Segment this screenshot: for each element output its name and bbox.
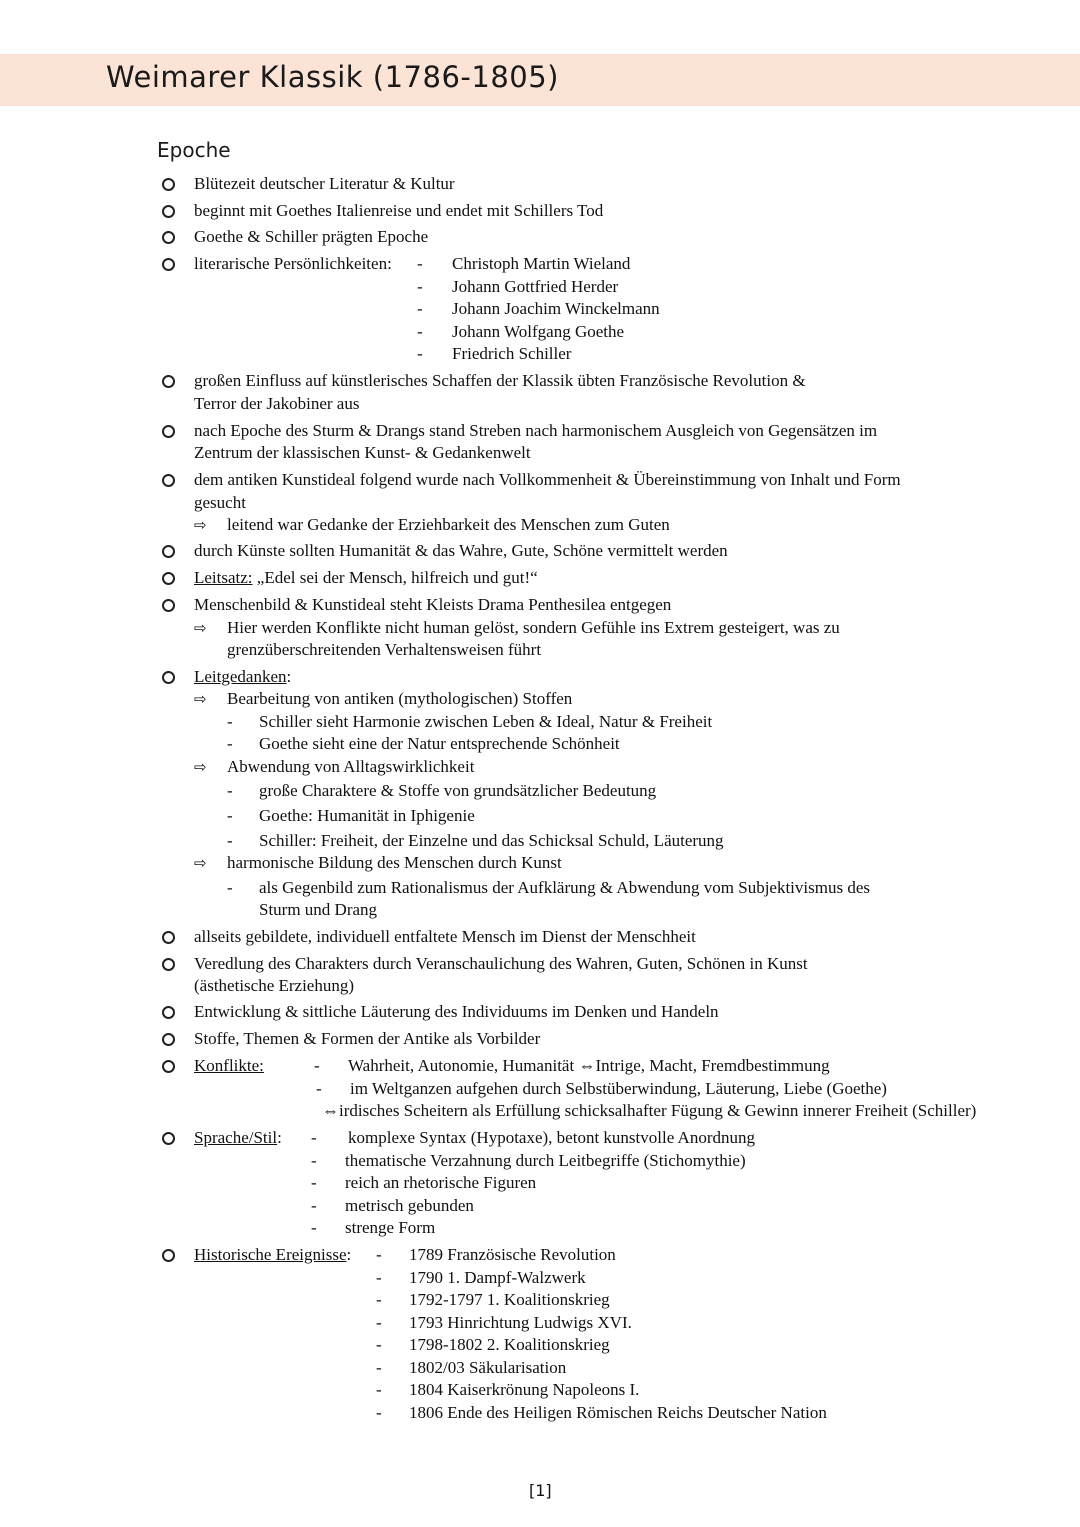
dash: - <box>227 712 233 731</box>
dash: - <box>417 344 423 363</box>
list-item: reich an rhetorische Figuren <box>345 1173 537 1192</box>
dash: - <box>376 1290 382 1309</box>
dash: - <box>316 1079 322 1098</box>
dash: - <box>311 1173 317 1192</box>
bullet-text: durch Künste sollten Humanität & das Wahre, Gute, Schöne vermittelt werden <box>194 541 728 560</box>
arrow-right-icon: ⇨ <box>194 854 207 872</box>
arrow-right-icon: ⇨ <box>194 619 207 637</box>
bullet-label: literarische Persönlichkeiten: <box>194 254 392 273</box>
dash: - <box>417 254 423 273</box>
bullet-text: Zentrum der klassischen Kunst- & Gedankenwelt <box>194 443 531 462</box>
dash: - <box>311 1128 317 1147</box>
bullet-icon <box>162 671 175 684</box>
bullet-icon <box>162 375 175 388</box>
bullet-icon <box>162 931 175 944</box>
leitsatz-label: Leitsatz: <box>194 568 253 587</box>
dash: - <box>227 878 233 897</box>
page-number: [1] <box>529 1481 552 1500</box>
bullet-icon <box>162 599 175 612</box>
bullet-text: Entwicklung & sittliche Läuterung des Individuums im Denken und Handeln <box>194 1002 719 1021</box>
arrow-text: grenzüberschreitenden Verhaltensweisen führt <box>227 640 542 659</box>
leitgedanken-label: Leitgedanken <box>194 667 287 686</box>
dash: - <box>227 806 233 825</box>
arrow-text: Hier werden Konflikte nicht human gelöst, sondern Gefühle ins Extrem gesteigert, was zu <box>227 618 840 637</box>
bullet-icon <box>162 1249 175 1262</box>
list-item: 1802/03 Säkularisation <box>409 1358 567 1377</box>
sprache-stil-label: Sprache/Stil <box>194 1128 278 1147</box>
dash: - <box>417 322 423 341</box>
arrow-right-icon: ⇨ <box>194 516 207 534</box>
list-item: Goethe: Humanität in Iphigenie <box>259 806 475 825</box>
dash: - <box>376 1268 382 1287</box>
dash: - <box>376 1403 382 1422</box>
dash: - <box>417 299 423 318</box>
arrow-right-icon: ⇨ <box>194 758 207 776</box>
list-item: 1789 Französische Revolution <box>409 1245 616 1264</box>
label-colon: : <box>277 1128 282 1147</box>
list-item: Sturm und Drang <box>259 900 378 919</box>
list-item: große Charaktere & Stoffe von grundsätzlicher Bedeutung <box>259 781 657 800</box>
page-title: Weimarer Klassik (1786-1805) <box>106 60 559 94</box>
historische-ereignisse-label: Historische Ereignisse <box>194 1245 347 1264</box>
dash: - <box>227 831 233 850</box>
bullet-text: dem antiken Kunstideal folgend wurde nach Vollkommenheit & Übereinstimmung von Inhalt und Form <box>194 470 901 489</box>
arrow-text: Abwendung von Alltagswirklichkeit <box>227 757 475 776</box>
dash: - <box>227 734 233 753</box>
bullet-text: Terror der Jakobiner aus <box>194 394 360 413</box>
dash: - <box>227 781 233 800</box>
label-colon: : <box>286 667 292 686</box>
bullet-icon <box>162 1006 175 1019</box>
bullet-text <box>194 567 538 589</box>
dash: - <box>376 1245 382 1264</box>
list-item: ⇔irdisches Scheitern als Erfüllung schicksalhafter Fügung & Gewinn innerer Freiheit (Schiller) <box>322 1101 977 1120</box>
leitsatz-quote: „Edel sei der Mensch, hilfreich und gut!“ <box>256 568 538 587</box>
list-item: 1804 Kaiserkrönung Napoleons I. <box>409 1380 640 1399</box>
bullet-text: allseits gebildete, individuell entfaltete Mensch im Dienst der Menschheit <box>194 927 696 946</box>
list-item: Schiller: Freiheit, der Einzelne und das Schicksal Schuld, Läuterung <box>259 831 724 850</box>
list-item: Wahrheit, Autonomie, Humanität ⇔Intrige, Macht, Fremdbestimmung <box>348 1056 830 1075</box>
dash: - <box>417 277 423 296</box>
list-item: Friedrich Schiller <box>452 344 572 363</box>
list-item: 1806 Ende des Heiligen Römischen Reichs Deutscher Nation <box>409 1403 827 1422</box>
bullet-text: gesucht <box>194 493 246 512</box>
dash: - <box>311 1218 317 1237</box>
list-item: 1798-1802 2. Koalitionskrieg <box>409 1335 610 1354</box>
dash: - <box>376 1358 382 1377</box>
bullet-text: beginnt mit Goethes Italienreise und endet mit Schillers Tod <box>194 201 604 220</box>
bullet-text: Menschenbild & Kunstideal steht Kleists Drama Penthesilea entgegen <box>194 595 672 614</box>
dash: - <box>376 1313 382 1332</box>
list-item: als Gegenbild zum Rationalismus der Aufklärung & Abwendung vom Subjektivismus des <box>259 878 870 897</box>
list-item: Schiller sieht Harmonie zwischen Leben & Ideal, Natur & Freiheit <box>259 712 713 731</box>
list-item: metrisch gebunden <box>345 1196 474 1215</box>
list-item: Johann Joachim Winckelmann <box>452 299 660 318</box>
section-heading: Epoche <box>157 138 231 162</box>
bullet-label <box>194 1127 282 1149</box>
dash: - <box>311 1196 317 1215</box>
bullet-text: Blütezeit deutscher Literatur & Kultur <box>194 174 455 193</box>
bullet-icon <box>162 231 175 244</box>
dash: - <box>311 1151 317 1170</box>
bullet-text: Goethe & Schiller prägten Epoche <box>194 227 429 246</box>
bullet-icon <box>162 958 175 971</box>
bullet-text: nach Epoche des Sturm & Drangs stand Streben nach harmonischem Ausgleich von Gegensätzen im <box>194 421 878 440</box>
list-item: strenge Form <box>345 1218 436 1237</box>
bullet-icon <box>162 178 175 191</box>
bullet-icon <box>162 258 175 271</box>
dash: - <box>376 1335 382 1354</box>
dash: - <box>376 1380 382 1399</box>
arrow-right-icon: ⇨ <box>194 690 207 708</box>
list-item: Johann Wolfgang Goethe <box>452 322 625 341</box>
bullet-icon <box>162 425 175 438</box>
list-item: im Weltganzen aufgehen durch Selbstüberwindung, Läuterung, Liebe (Goethe) <box>350 1079 887 1098</box>
list-item: thematische Verzahnung durch Leitbegriffe (Stichomythie) <box>345 1151 746 1170</box>
bullet-icon <box>162 572 175 585</box>
list-item: Johann Gottfried Herder <box>452 277 619 296</box>
arrow-text: Bearbeitung von antiken (mythologischen) Stoffen <box>227 689 573 708</box>
label-colon: : <box>346 1245 352 1264</box>
konflikte-label: Konflikte: <box>194 1056 264 1075</box>
bullet-label <box>194 666 291 688</box>
bullet-icon <box>162 545 175 558</box>
list-item: 1793 Hinrichtung Ludwigs XVI. <box>409 1313 632 1332</box>
list-item: 1792-1797 1. Koalitionskrieg <box>409 1290 610 1309</box>
bullet-icon <box>162 205 175 218</box>
bullet-label <box>194 1244 351 1266</box>
dash: - <box>314 1056 320 1075</box>
list-item: komplexe Syntax (Hypotaxe), betont kunstvolle Anordnung <box>348 1128 755 1147</box>
bullet-icon <box>162 1060 175 1073</box>
bullet-text: Stoffe, Themen & Formen der Antike als Vorbilder <box>194 1029 541 1048</box>
list-item: Christoph Martin Wieland <box>452 254 631 273</box>
arrow-text: leitend war Gedanke der Erziehbarkeit des Menschen zum Guten <box>227 515 670 534</box>
bullet-icon <box>162 474 175 487</box>
list-item: Goethe sieht eine der Natur entsprechende Schönheit <box>259 734 620 753</box>
arrow-text: harmonische Bildung des Menschen durch Kunst <box>227 853 562 872</box>
bullet-text: großen Einfluss auf künstlerisches Schaffen der Klassik übten Französische Revolution & <box>194 371 806 390</box>
bullet-text: (ästhetische Erziehung) <box>194 976 355 995</box>
bullet-icon <box>162 1132 175 1145</box>
bullet-icon <box>162 1033 175 1046</box>
list-item: 1790 1. Dampf-Walzwerk <box>409 1268 586 1287</box>
bullet-text: Veredlung des Charakters durch Veranschaulichung des Wahren, Guten, Schönen in Kunst <box>194 954 808 973</box>
